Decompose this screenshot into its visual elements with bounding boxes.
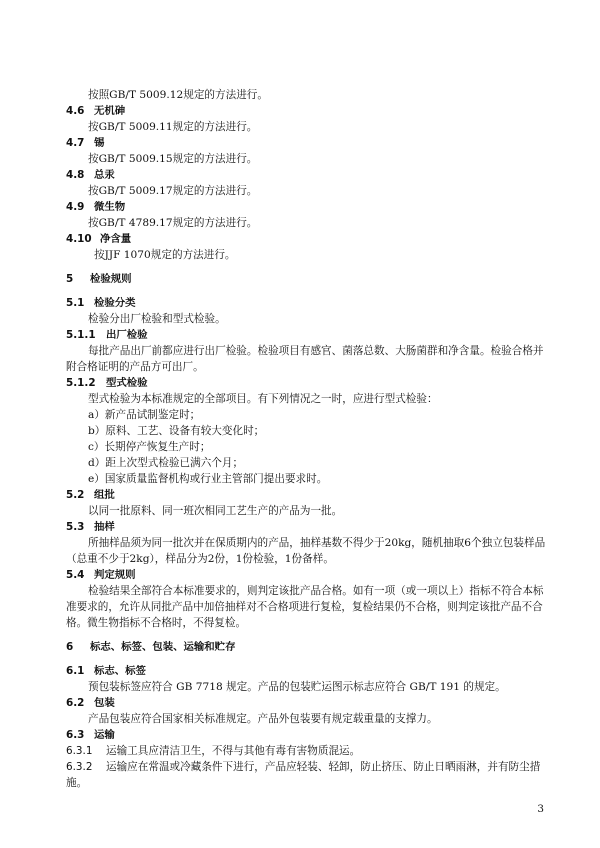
section-title: 微生物 xyxy=(94,201,126,213)
section-title: 无机砷 xyxy=(94,105,126,117)
section-heading xyxy=(66,488,115,502)
section-heading xyxy=(66,696,115,710)
section-title: 净含量 xyxy=(100,233,132,245)
section-number: 4.6 xyxy=(66,105,85,117)
subsection-heading xyxy=(66,328,148,342)
subsection-number: 6.3.2 xyxy=(66,761,93,773)
section-title: 组批 xyxy=(94,489,115,501)
text-line: 按照GB/T 5009.12规定的方法进行。 xyxy=(88,89,268,101)
section-heading xyxy=(66,728,115,742)
text-line: 按JJF 1070规定的方法进行。 xyxy=(94,249,236,261)
text-line: 型式检验为本标准规定的全部项目。有下列情况之一时，应进行型式检验： xyxy=(88,393,438,405)
text-line: 准要求的，允许从同批产品中加倍抽样对不合格项进行复检，复检结果仍不合格，则判定该批产品不合 xyxy=(66,601,543,613)
text-line: 以同一批原料、同一班次相同工艺生产的产品为一批。 xyxy=(88,505,343,517)
text-line: 按GB/T 5009.17规定的方法进行。 xyxy=(88,185,258,197)
subsection-number: 6.3.1 xyxy=(66,745,93,757)
section-number: 6.2 xyxy=(66,697,85,709)
list-item: c）长期停产恢复生产时； xyxy=(88,441,211,453)
section-title: 标志、标签 xyxy=(94,665,146,677)
section-number: 4.8 xyxy=(66,169,85,181)
subsection-heading xyxy=(66,376,148,390)
chapter-number: 5 xyxy=(66,273,74,285)
text-line xyxy=(66,760,540,774)
section-number: 5.1 xyxy=(66,297,85,309)
section-heading xyxy=(66,568,136,582)
text-line: 所抽样品须为同一批次并在保质期内的产品，抽样基数不得少于20kg，随机抽取6个独立包装样品 xyxy=(88,537,546,549)
section-number: 6.3 xyxy=(66,729,85,741)
section-title: 锡 xyxy=(94,137,105,149)
subsection-text: 运输工具应清洁卫生，不得与其他有毒有害物质混运。 xyxy=(106,745,361,757)
section-heading xyxy=(66,296,136,310)
section-number: 5.4 xyxy=(66,569,85,581)
section-number: 4.10 xyxy=(66,233,92,245)
subsection-title: 出厂检验 xyxy=(106,329,148,341)
chapter-title: 标志、标签、包装、运输和贮存 xyxy=(90,641,236,653)
section-title: 检验分类 xyxy=(94,297,136,309)
chapter-number: 6 xyxy=(66,641,74,653)
section-title: 抽样 xyxy=(94,521,115,533)
subsection-number: 5.1.2 xyxy=(66,377,96,389)
chapter-title: 检验规则 xyxy=(90,273,132,285)
text-line: 按GB/T 5009.11规定的方法进行。 xyxy=(88,121,258,133)
text-line xyxy=(66,744,360,758)
section-heading xyxy=(66,520,115,534)
subsection-text: 运输应在常温或冷藏条件下进行，产品应轻装、轻卸，防止挤压、防止日晒雨淋，并有防尘措 xyxy=(106,761,541,773)
section-heading xyxy=(66,664,146,678)
text-line: 产品包装应符合国家相关标准规定。产品外包装要有规定载重量的支撑力。 xyxy=(88,713,438,725)
text-line: 格。微生物指标不合格时，不得复检。 xyxy=(66,617,247,629)
section-heading xyxy=(66,104,125,118)
list-item: e）国家质量监督机构或行业主管部门提出要求时。 xyxy=(88,473,328,485)
section-title: 判定规则 xyxy=(94,569,136,581)
text-line: 检验分出厂检验和型式检验。 xyxy=(88,313,226,325)
text-line: （总重不少于2kg），样品分为2份，1份检验，1份备样。 xyxy=(66,553,334,565)
chapter-heading xyxy=(66,640,235,654)
subsection-number: 5.1.1 xyxy=(66,329,96,341)
section-number: 4.7 xyxy=(66,137,85,149)
section-heading xyxy=(66,200,125,214)
list-item: a）新产品试制鉴定时； xyxy=(88,409,201,421)
section-heading xyxy=(66,136,104,150)
section-title: 包装 xyxy=(94,697,115,709)
text-line: 按GB/T 5009.15规定的方法进行。 xyxy=(88,153,258,165)
text-line: 每批产品出厂前都应进行出厂检验。检验项目有感官、菌落总数、大肠菌群和净含量。检验合格并 xyxy=(88,345,544,357)
section-title: 运输 xyxy=(94,729,115,741)
text-line: 检验结果全部符合本标准要求的，则判定该批产品合格。如有一项（或一项以上）指标不符合本标 xyxy=(88,585,544,597)
section-heading xyxy=(66,232,131,246)
page-number: 3 xyxy=(537,803,544,815)
text-line: 附合格证明的产品方可出厂。 xyxy=(66,361,204,373)
section-heading xyxy=(66,168,115,182)
list-item: b）原料、工艺、设备有较大变化时； xyxy=(88,425,265,437)
section-number: 5.3 xyxy=(66,521,85,533)
section-number: 5.2 xyxy=(66,489,85,501)
text-line: 按GB/T 4789.17规定的方法进行。 xyxy=(88,217,258,229)
chapter-heading xyxy=(66,272,132,286)
section-number: 6.1 xyxy=(66,665,85,677)
list-item: d）距上次型式检验已满六个月； xyxy=(88,457,244,469)
text-line: 施。 xyxy=(66,777,88,789)
subsection-title: 型式检验 xyxy=(106,377,148,389)
section-title: 总汞 xyxy=(94,169,115,181)
text-line: 预包装标签应符合 GB 7718 规定。产品的包装贮运图示标志应符合 GB/T 191 的规定。 xyxy=(88,681,506,693)
section-number: 4.9 xyxy=(66,201,85,213)
